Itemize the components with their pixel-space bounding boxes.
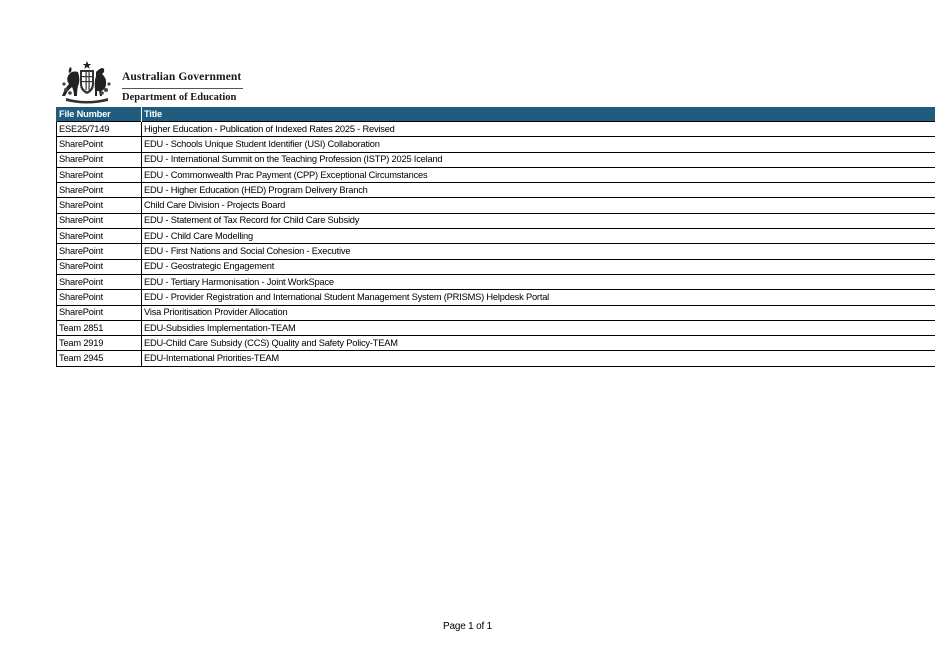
title-cell: EDU - Statement of Tax Record for Child Care Subsidy (142, 213, 935, 228)
file-number-cell: Team 2851 (57, 320, 142, 335)
file-number-cell: Team 2945 (57, 351, 142, 366)
file-number-cell: SharePoint (57, 259, 142, 274)
title-cell: Child Care Division - Projects Board (142, 198, 935, 213)
file-number-cell: SharePoint (57, 152, 142, 167)
table-row (57, 244, 935, 259)
table-row (57, 229, 935, 244)
file-number-cell: SharePoint (57, 229, 142, 244)
table-row (57, 351, 935, 366)
table-row (57, 336, 935, 351)
page-number: Page 1 of 1 (443, 621, 492, 632)
table-row (57, 320, 935, 335)
department-name: Department of Education (122, 92, 237, 103)
title-cell: EDU - Provider Registration and International Student Management System (PRISMS) Helpdesk Portal (142, 290, 935, 305)
table-header-row (57, 107, 935, 122)
title-cell: EDU-Child Care Subsidy (CCS) Quality and Safety Policy-TEAM (142, 336, 935, 351)
title-cell: EDU - Tertiary Harmonisation - Joint WorkSpace (142, 274, 935, 289)
coat-of-arms-icon (56, 60, 118, 104)
file-number-cell: SharePoint (57, 290, 142, 305)
title-cell: EDU-International Priorities-TEAM (142, 351, 935, 366)
table-row (57, 122, 935, 137)
file-number-cell: SharePoint (57, 183, 142, 198)
file-number-cell: SharePoint (57, 274, 142, 289)
file-number-cell: SharePoint (57, 244, 142, 259)
title-cell: EDU - Commonwealth Prac Payment (CPP) Exceptional Circumstances (142, 167, 935, 182)
table-body (57, 122, 935, 367)
title-cell: Higher Education - Publication of Indexed Rates 2025 - Revised (142, 122, 935, 137)
title-cell: EDU - Higher Education (HED) Program Delivery Branch (142, 183, 935, 198)
title-cell: EDU - Schools Unique Student Identifier (USI) Collaboration (142, 137, 935, 152)
organisation-name (122, 60, 243, 104)
title-cell: EDU - Geostrategic Engagement (142, 259, 935, 274)
table-row (57, 137, 935, 152)
column-header-file-number: File Number (57, 107, 142, 122)
table-row (57, 167, 935, 182)
title-cell: EDU - International Summit on the Teaching Profession (ISTP) 2025 Iceland (142, 152, 935, 167)
table-row (57, 198, 935, 213)
table-row (57, 290, 935, 305)
file-register-table (56, 107, 935, 367)
table-row (57, 259, 935, 274)
title-cell: EDU-Subsidies Implementation-TEAM (142, 320, 935, 335)
file-number-cell: SharePoint (57, 167, 142, 182)
letterhead (56, 60, 243, 104)
table-row (57, 305, 935, 320)
file-number-cell: ESE25/7149 (57, 122, 142, 137)
file-number-cell: SharePoint (57, 213, 142, 228)
title-cell: Visa Prioritisation Provider Allocation (142, 305, 935, 320)
government-name: Australian Government (122, 71, 242, 83)
file-number-cell: SharePoint (57, 305, 142, 320)
title-cell: EDU - First Nations and Social Cohesion - Executive (142, 244, 935, 259)
file-number-cell: Team 2919 (57, 336, 142, 351)
title-cell: EDU - Child Care Modelling (142, 229, 935, 244)
table-row (57, 183, 935, 198)
file-number-cell: SharePoint (57, 137, 142, 152)
column-header-title: Title (142, 107, 935, 122)
table-row (57, 152, 935, 167)
table-row (57, 274, 935, 289)
file-number-cell: SharePoint (57, 198, 142, 213)
table-row (57, 213, 935, 228)
letterhead-divider (122, 88, 243, 89)
